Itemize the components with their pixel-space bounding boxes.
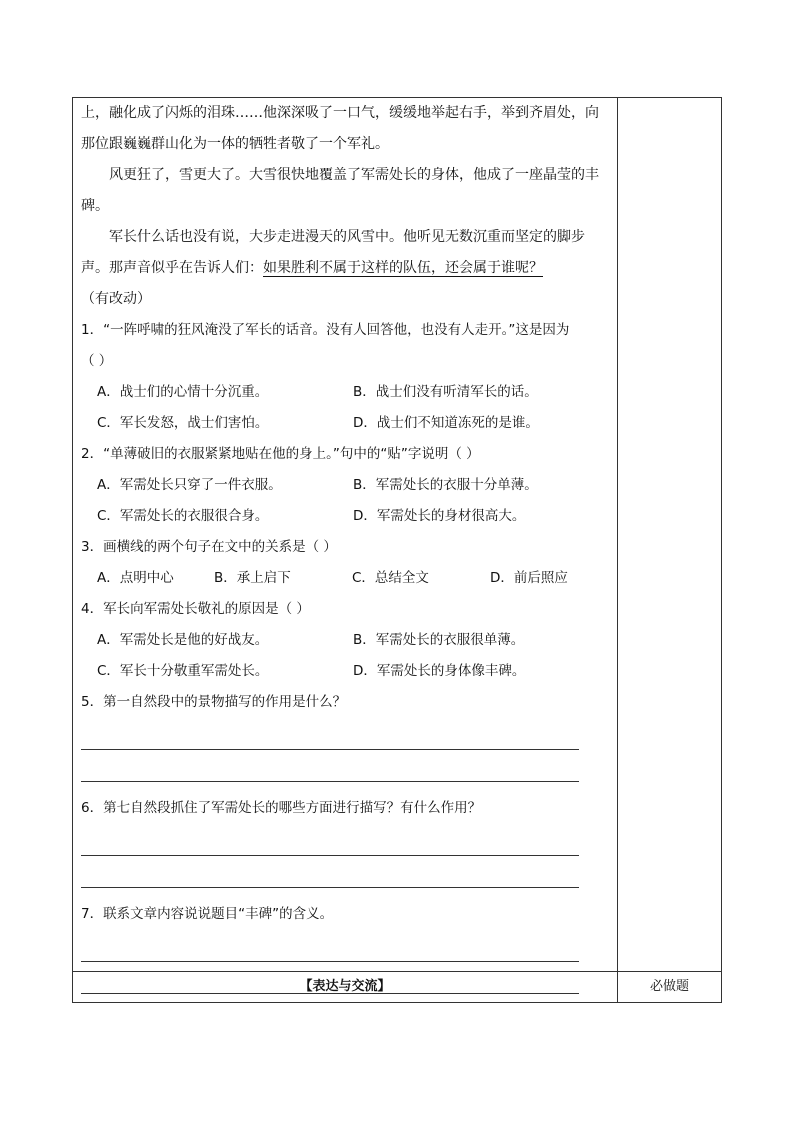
answer-line[interactable]	[81, 824, 579, 856]
option-c[interactable]: C．军长十分敬重军需处长。	[97, 663, 269, 679]
option-d[interactable]: D．前后照应	[490, 570, 568, 586]
passage-paragraph-1: 上，融化成了闪烁的泪珠……他深深吸了一口气，缓缓地举起右手，举到齐眉处，向那位跟巍巍群山化为一体的牺牲者敬了一个军礼。	[81, 105, 599, 152]
question-1-options-row-1	[81, 377, 611, 408]
main-cell	[81, 98, 611, 994]
option-d[interactable]: D．军需处长的身材很高大。	[353, 508, 526, 524]
worksheet-table	[72, 97, 722, 1003]
column-divider	[617, 98, 618, 1002]
question-1-options-row-2	[81, 408, 611, 439]
question-3-options	[81, 563, 611, 594]
question-1: 1．“一阵呼啸的狂风淹没了军长的话音。没有人回答他，也没有人走开。”这是因为	[81, 322, 570, 338]
option-d[interactable]: D．军需处长的身体像丰碑。	[353, 663, 526, 679]
option-a[interactable]: A．军需处长只穿了一件衣服。	[97, 477, 282, 493]
passage-paragraph-2: 风更狂了，雪更大了。大雪很快地覆盖了军需处长的身体，他成了一座晶莹的丰碑。	[81, 167, 599, 214]
option-a[interactable]: A．点明中心	[97, 570, 174, 586]
answer-line[interactable]	[81, 930, 579, 962]
option-b[interactable]: B．承上启下	[214, 570, 291, 586]
underlined-sentence: 如果胜利不属于这样的队伍，还会属于谁呢？	[263, 260, 543, 276]
question-4: 4．军长向军需处长敬礼的原因是（ ）	[81, 601, 310, 617]
option-b[interactable]: B．军需处长的衣服十分单薄。	[353, 477, 538, 493]
option-a[interactable]: A．军需处长是他的好战友。	[97, 632, 269, 648]
option-c[interactable]: C．军长发怒，战士们害怕。	[97, 415, 269, 431]
source-note: （有改动）	[81, 291, 151, 307]
question-4-options-row-2	[81, 656, 611, 687]
option-c[interactable]: C．总结全文	[352, 570, 429, 586]
question-5: 5．第一自然段中的景物描写的作用是什么？	[81, 694, 347, 710]
section-title: 【表达与交流】	[299, 979, 391, 994]
passage-paragraph-3	[81, 222, 611, 315]
option-b[interactable]: B．战士们没有听清军长的话。	[353, 384, 538, 400]
question-2-options-row-2	[81, 501, 611, 532]
question-3: 3．画横线的两个句子在文中的关系是（ ）	[81, 539, 337, 555]
question-2: 2．“单薄破旧的衣服紧紧地贴在他的身上。”句中的“贴”字说明（ ）	[81, 446, 480, 462]
question-7: 7．联系文章内容说说题目“丰碑”的含义。	[81, 906, 334, 922]
option-c[interactable]: C．军需处长的衣服很合身。	[97, 508, 269, 524]
passage-text: 军长什么话也没有说，大步走进漫天的风雪中。他听见无数沉重而坚定的脚步声。那声音似乎在告诉人们：	[81, 229, 585, 276]
required-note: 必做题	[649, 979, 689, 994]
question-2-options-row-1	[81, 470, 611, 501]
question-4-options-row-1	[81, 625, 611, 656]
question-6: 6．第七自然段抓住了军需处长的哪些方面进行描写？有什么作用？	[81, 800, 482, 816]
answer-line[interactable]	[81, 856, 579, 888]
option-a[interactable]: A．战士们的心情十分沉重。	[97, 384, 269, 400]
option-d[interactable]: D．战士们不知道冻死的是谁。	[353, 415, 539, 431]
answer-line[interactable]	[81, 718, 579, 750]
option-b[interactable]: B．军需处长的衣服很单薄。	[353, 632, 525, 648]
answer-line[interactable]	[81, 750, 579, 782]
question-1-blank: （ ）	[81, 353, 113, 369]
